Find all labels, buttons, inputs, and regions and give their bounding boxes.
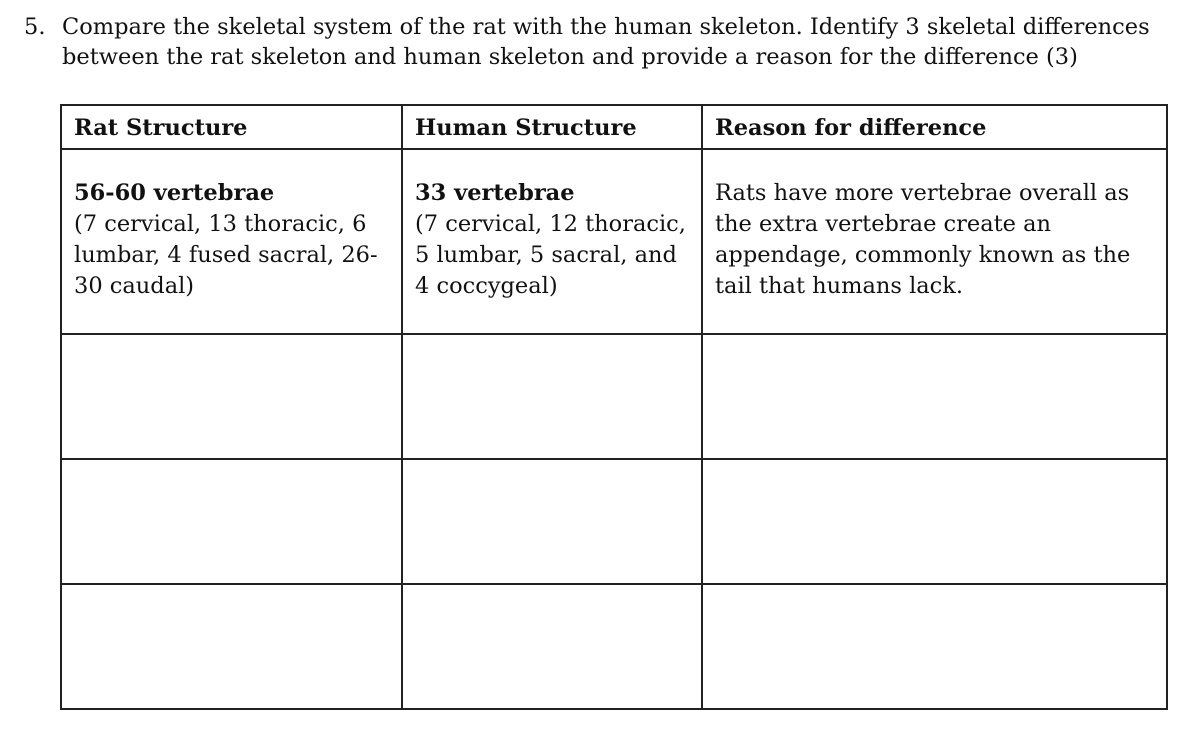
comparison-table <box>60 104 1168 710</box>
header-rat-structure: Rat Structure <box>61 105 402 149</box>
question-number: 5. <box>24 14 46 40</box>
table-row <box>61 584 1167 709</box>
empty-human-cell[interactable] <box>402 459 702 584</box>
empty-reason-cell[interactable] <box>702 459 1167 584</box>
rat-structure-cell[interactable] <box>61 149 402 334</box>
empty-rat-cell[interactable] <box>61 459 402 584</box>
reason-cell[interactable] <box>702 149 1167 334</box>
rat-vertebrae-count: 56-60 vertebrae <box>74 180 275 206</box>
header-human-structure: Human Structure <box>402 105 702 149</box>
header-reason-for-difference: Reason for difference <box>702 105 1167 149</box>
question-text: Compare the skeletal system of the rat with the human skeleton. Identify 3 skeletal differences between the rat skeleton and human skeleton and provide a reason for the difference (3) <box>62 14 1150 70</box>
human-structure-cell[interactable] <box>402 149 702 334</box>
empty-human-cell[interactable] <box>402 584 702 709</box>
table-row <box>61 334 1167 459</box>
human-vertebrae-detail: (7 cervical, 12 thoracic, 5 lumbar, 5 sacral, and 4 coccygeal) <box>415 211 686 299</box>
human-vertebrae-count: 33 vertebrae <box>415 180 575 206</box>
empty-human-cell[interactable] <box>402 334 702 459</box>
reason-text: Rats have more vertebrae overall as the extra vertebrae create an appendage, commonly known as the tail that humans lack. <box>715 180 1131 299</box>
table-header-row <box>61 105 1167 149</box>
question <box>24 12 1174 72</box>
empty-reason-cell[interactable] <box>702 334 1167 459</box>
empty-rat-cell[interactable] <box>61 334 402 459</box>
table-row <box>61 149 1167 334</box>
empty-rat-cell[interactable] <box>61 584 402 709</box>
empty-reason-cell[interactable] <box>702 584 1167 709</box>
rat-vertebrae-detail: (7 cervical, 13 thoracic, 6 lumbar, 4 fused sacral, 26-30 caudal) <box>74 211 378 299</box>
table-row <box>61 459 1167 584</box>
